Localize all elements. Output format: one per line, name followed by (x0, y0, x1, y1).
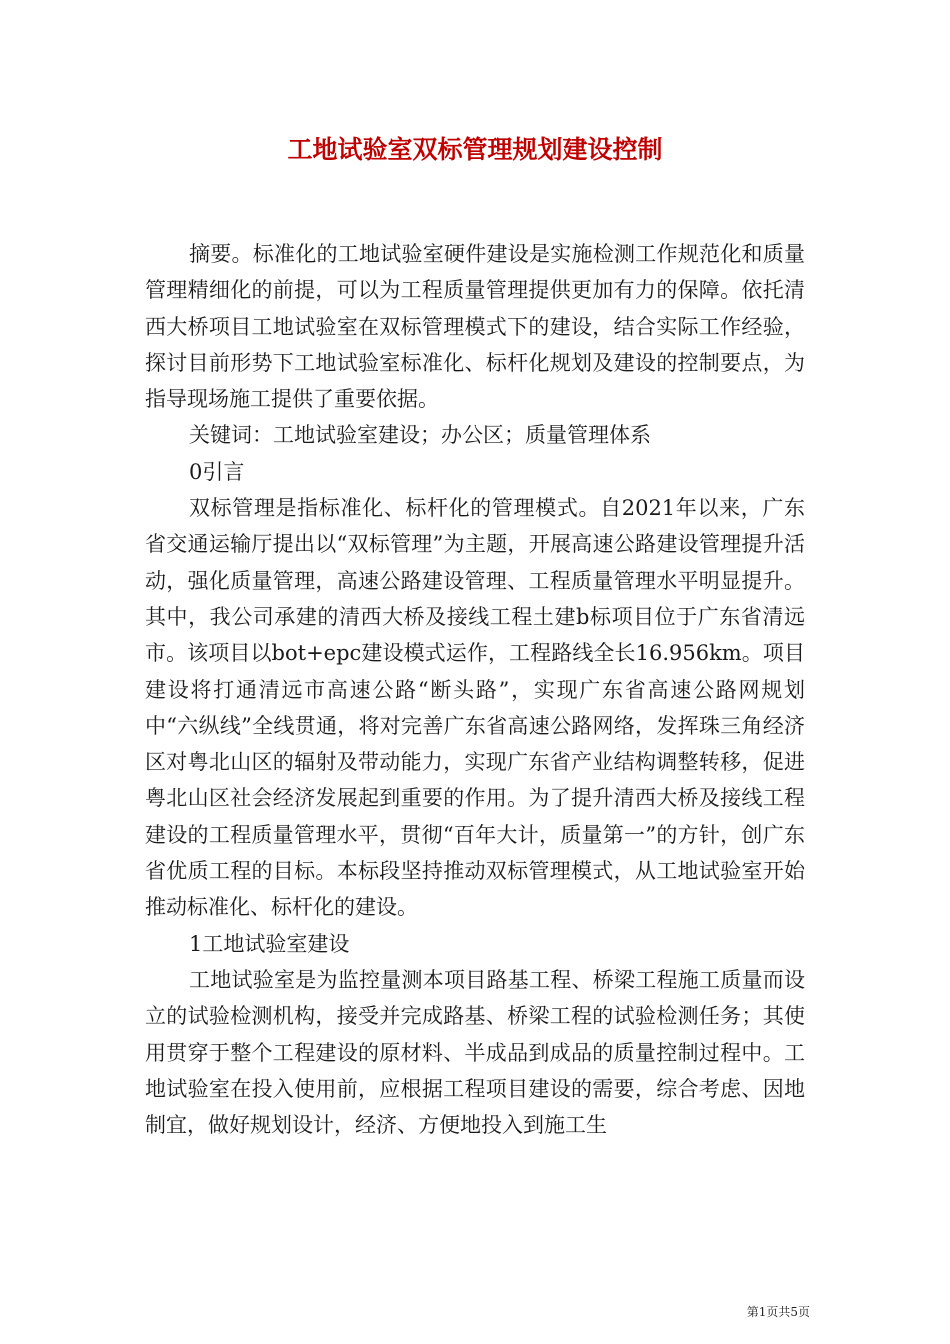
lab-construction-paragraph: 工地试验室是为监控量测本项目路基工程、桥梁工程施工质量而设立的试验检测机构，接受并完成路基、桥梁工程的试验检测任务；其使用贯穿于整个工程建设的原材料、半成品到成品的质量控制过程中。工地试验室在投入使用前，应根据工程项目建设的需要，综合考虑、因地制宜，做好规划设计，经济、方便地投入到施工生 (145, 967, 805, 1138)
keywords-paragraph: 关键词：工地试验室建设；办公区；质量管理体系 (189, 423, 651, 448)
document-body (145, 236, 805, 1143)
page-title: 工地试验室双标管理规划建设控制 (287, 135, 663, 164)
abstract-paragraph: 摘要。标准化的工地试验室硬件建设是实施检测工作规范化和质量管理精细化的前提，可以为工程质量管理提供更加有力的保障。依托清西大桥项目工地试验室在双标管理模式下的建设，结合实际工作经验，探讨目前形势下工地试验室标准化、标杆化规划及建设的控制要点，为指导现场施工提供了重要依据。 (145, 242, 805, 412)
page-number: 第1页共5页 (746, 1305, 810, 1319)
introduction-paragraph: 双标管理是指标准化、标杆化的管理模式。自2021年以来，广东省交通运输厅提出以“双标管理”为主题，开展高速公路建设管理提升活动，强化质量管理，高速公路建设管理、工程质量管理水平明显提升。其中，我公司承建的清西大桥及接线工程土建b标项目位于广东省清远市。该项目以bot+epc建设模式运作，工程路线全长16.956km。项目建设将打通清远市高速公路“断头路”，实现广东省高速公路网规划中“六纵线”全线贯通，将对完善广东省高速公路网络，发挥珠三角经济区对粤北山区的辐射及带动能力，实现广东省产业结构调整转移，促进粤北山区社会经济发展起到重要的作用。为了提升清西大桥及接线工程建设的工程质量管理水平，贯彻“百年大计，质量第一”的方针，创广东省优质工程的目标。本标段坚持推动双标管理模式，从工地试验室开始推动标准化、标杆化的建设。 (145, 496, 805, 920)
section-heading-introduction: 0引言 (189, 459, 245, 484)
section-heading-lab-construction: 1工地试验室建设 (189, 931, 350, 956)
